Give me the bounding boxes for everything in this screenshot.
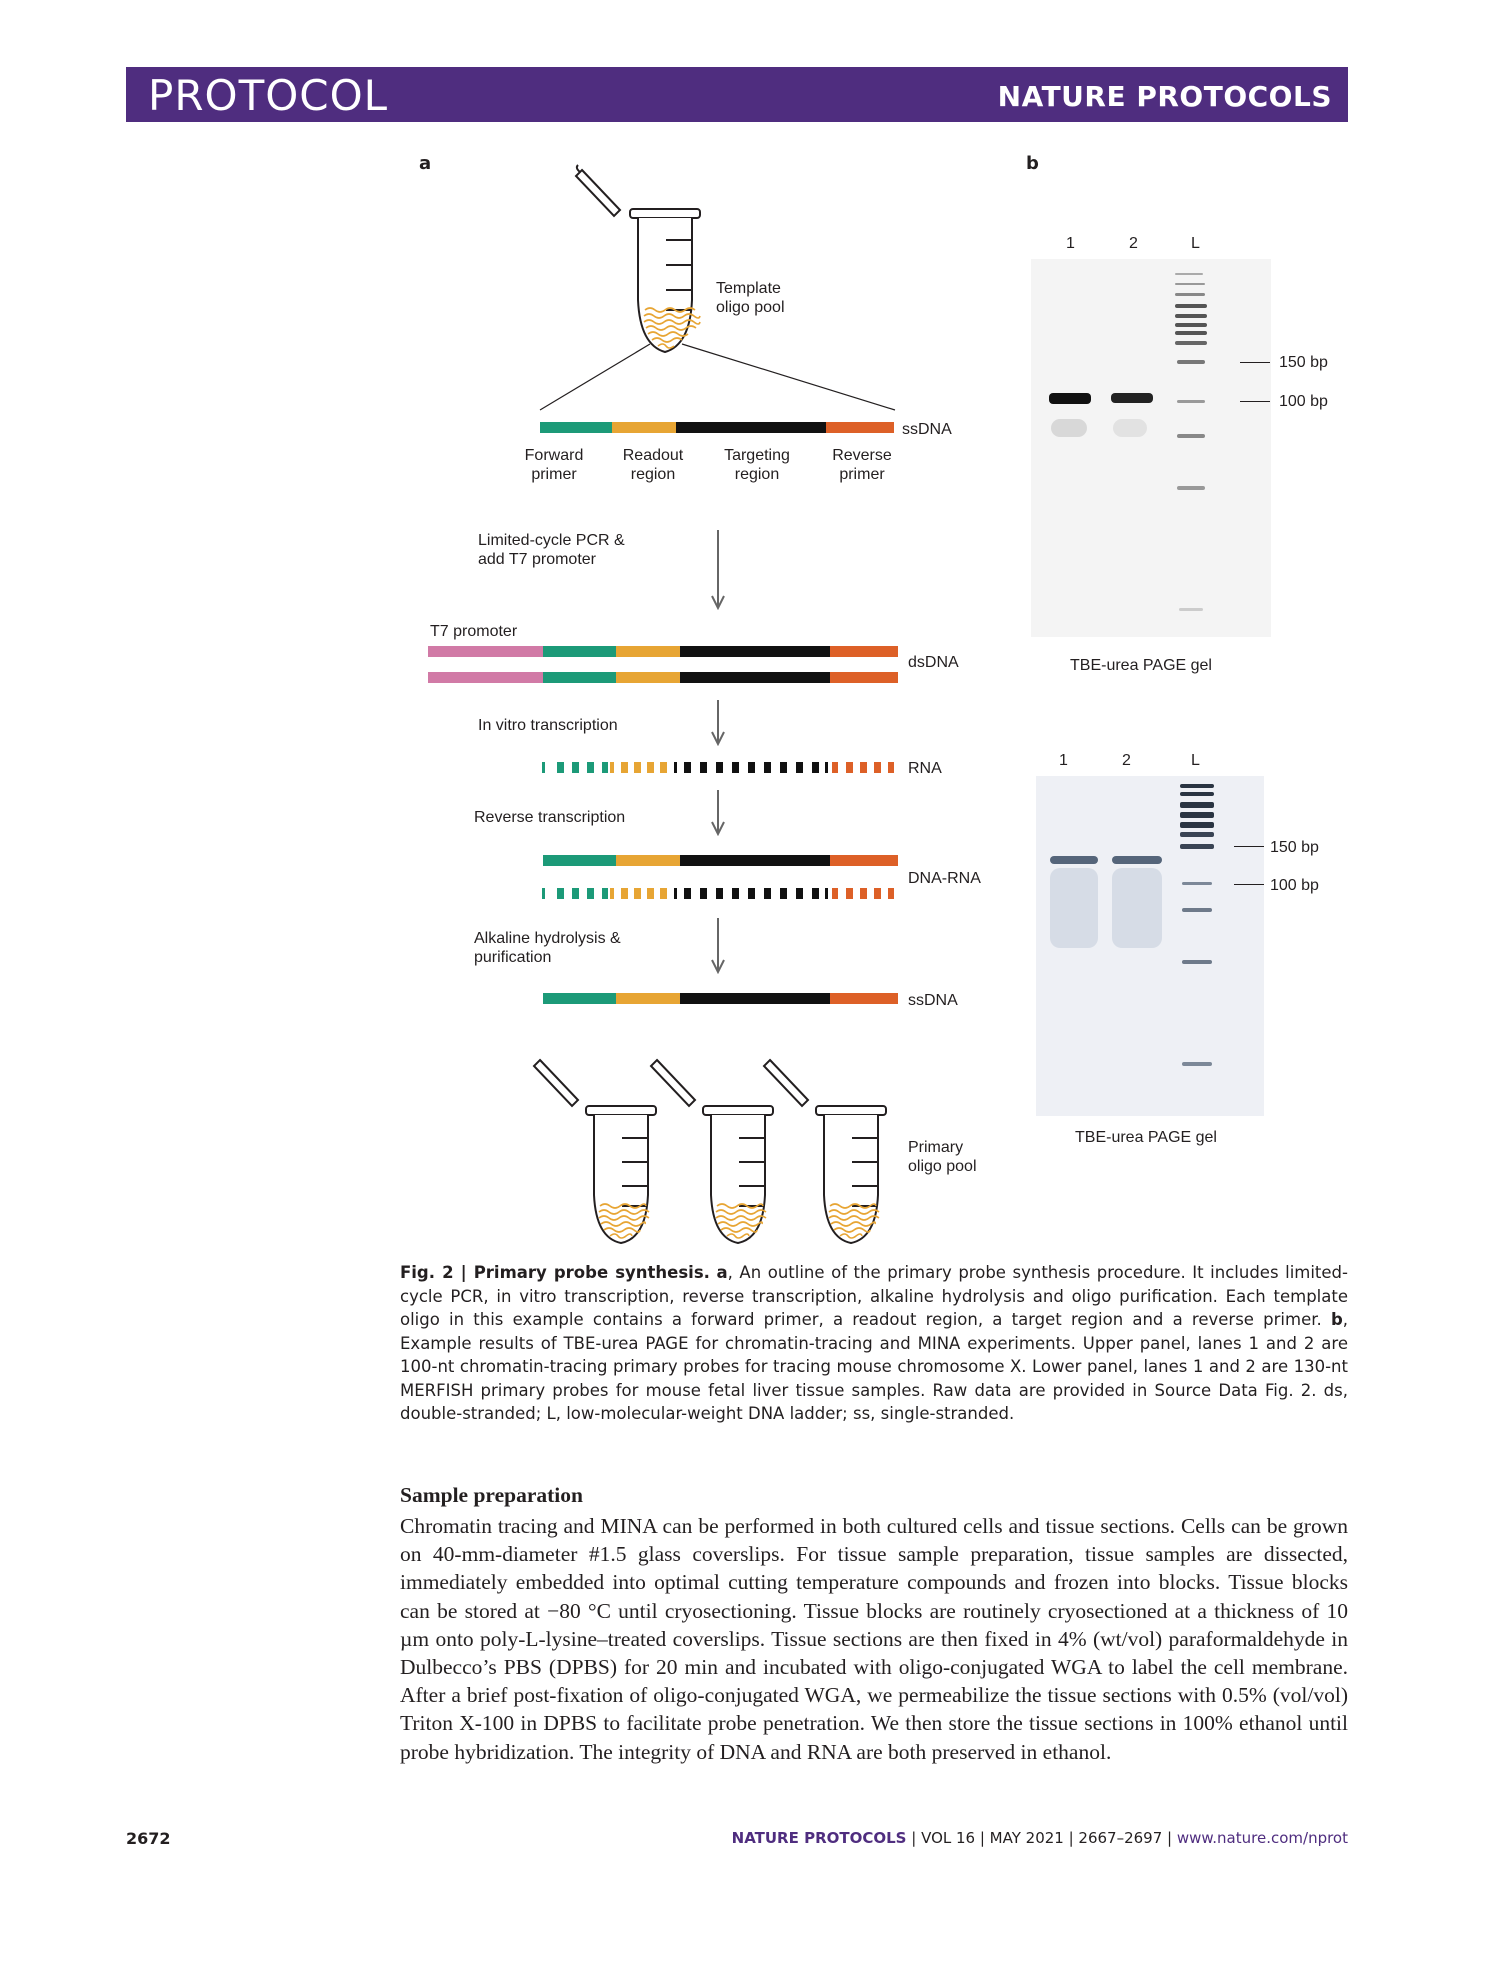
- ladder-band: [1182, 960, 1212, 964]
- ladder-band: [1182, 882, 1212, 885]
- ladder-band: [1180, 802, 1214, 808]
- arrow-down-icon: [710, 790, 726, 836]
- ladder-band: [1175, 273, 1203, 275]
- gel-smear: [1113, 419, 1147, 437]
- reverse-primer-segment: [830, 855, 898, 866]
- panel-b-letter: b: [1026, 153, 1039, 174]
- segment-label-forward: Forward primer: [524, 447, 584, 483]
- gel-title: TBE-urea PAGE gel: [1075, 1129, 1217, 1146]
- reverse-primer-segment: [830, 993, 898, 1004]
- ssdna-label: ssDNA: [902, 421, 952, 438]
- ssdna-label-final: ssDNA: [908, 992, 958, 1009]
- readout-region-segment: [616, 646, 680, 657]
- caption-panel-a: a: [716, 1263, 728, 1282]
- ladder-band: [1180, 812, 1214, 818]
- segment-label-reverse: Reverse primer: [832, 447, 892, 483]
- targeting-region-segment: [680, 646, 830, 657]
- footer-journal: NATURE PROTOCOLS: [731, 1829, 907, 1847]
- lane-label: L: [1191, 235, 1200, 252]
- readout-region-segment: [616, 855, 680, 866]
- panel-a-letter: a: [419, 153, 432, 174]
- footer-citation: [732, 1829, 1348, 1847]
- targeting-region-segment: [680, 855, 830, 866]
- forward-primer-segment: [543, 993, 616, 1004]
- marker-tick: [1234, 884, 1264, 885]
- ladder-band: [1180, 832, 1214, 837]
- readout-region-segment: [612, 422, 676, 433]
- caption-panel-b: b: [1330, 1310, 1343, 1329]
- ladder-band: [1177, 434, 1205, 438]
- primary-oligo-label: Primary oligo pool: [908, 1139, 977, 1175]
- caption-lead: Fig. 2 | Primary probe synthesis.: [400, 1263, 710, 1282]
- ladder-band: [1182, 908, 1212, 912]
- ladder-band: [1175, 341, 1207, 345]
- marker-150bp: 150 bp: [1279, 354, 1328, 371]
- lane-label: L: [1191, 752, 1200, 769]
- template-label: Template oligo pool: [716, 280, 785, 316]
- forward-primer-segment: [543, 855, 616, 866]
- targeting-region-segment: [676, 422, 826, 433]
- marker-tick: [1240, 362, 1270, 363]
- ladder-band: [1180, 792, 1214, 796]
- step-hydrolysis-label: Alkaline hydrolysis & purification: [474, 930, 621, 966]
- ladder-band: [1177, 400, 1205, 403]
- primary-tubes-illustration: [530, 1050, 910, 1250]
- forward-primer-segment: [540, 422, 612, 433]
- gel-band: [1111, 393, 1153, 403]
- ladder-band: [1175, 283, 1205, 285]
- segment-label-targeting: Targeting region: [724, 447, 790, 483]
- reverse-primer-segment: [826, 422, 894, 433]
- readout-region-segment: [616, 672, 680, 683]
- ladder-band: [1177, 486, 1205, 490]
- gel-smear: [1051, 419, 1087, 437]
- page-number: 2672: [126, 1829, 171, 1848]
- targeting-region-segment: [680, 993, 830, 1004]
- ladder-band: [1175, 314, 1207, 318]
- ladder-band: [1177, 360, 1205, 364]
- ladder-band: [1175, 293, 1205, 296]
- t7-segment: [428, 672, 543, 683]
- ladder-band: [1180, 844, 1214, 849]
- dsdna-label: dsDNA: [908, 654, 959, 671]
- footer-volume: | VOL 16 | MAY 2021 | 2667–2697 |: [906, 1829, 1177, 1847]
- lane-label: 1: [1059, 752, 1068, 769]
- gel-band: [1049, 393, 1091, 404]
- forward-primer-segment: [543, 646, 616, 657]
- lane-label: 2: [1129, 235, 1138, 252]
- step-ivt-label: In vitro transcription: [478, 717, 618, 734]
- step-pcr-label: Limited-cycle PCR & add T7 promoter: [478, 532, 625, 568]
- tube-body-icon: [638, 218, 692, 352]
- marker-100bp: 100 bp: [1279, 393, 1328, 410]
- lane-label: 1: [1066, 235, 1075, 252]
- ladder-band: [1175, 323, 1207, 327]
- caption-text-b: , Example results of TBE-urea PAGE for chromatin-tracing and MINA experiments. Upper panel, lanes 1 and 2 are 100-nt chromatin-tracing primary probes for tracing mouse chromosome X. Lower panel, lanes 1 and 2 are 130-nt MERFISH primary probes for mouse fetal liver tissue samples. Raw data are provided in Source Data Fig. 2. ds, double-stranded; L, low-molecular-weight DNA ladder; ss, single-stranded.: [400, 1310, 1348, 1423]
- ladder-band: [1175, 304, 1207, 308]
- segment-label-readout: Readout region: [622, 447, 684, 483]
- reverse-primer-segment: [830, 646, 898, 657]
- gel-band: [1112, 856, 1162, 864]
- marker-100bp: 100 bp: [1270, 877, 1319, 894]
- targeting-region-segment: [680, 672, 830, 683]
- ladder-band: [1180, 822, 1214, 828]
- gel-smear: [1112, 868, 1162, 948]
- reverse-primer-segment: [830, 672, 898, 683]
- lane-label: 2: [1122, 752, 1131, 769]
- rna-strand: [540, 888, 900, 900]
- forward-primer-segment: [543, 672, 616, 683]
- caption-text-a: , An outline of the primary probe synthesis procedure. It includes limited-cycle PCR, in vitro transcription, reverse transcription, alkaline hydrolysis and oligo purification. Each template oligo in this example contains a forward primer, a readout region, a target region and a reverse primer.: [400, 1263, 1348, 1329]
- arrow-down-icon: [710, 530, 726, 610]
- arrow-down-icon: [710, 700, 726, 746]
- ladder-band: [1179, 608, 1203, 611]
- ladder-band: [1175, 331, 1207, 335]
- section-body: Chromatin tracing and MINA can be performed in both cultured cells and tissue sections. Cells can be grown on 40-mm-diameter #1.5 glass coverslips. For tissue sample preparation, tissue samples are dissected, immediately embedded into optimal cutting temperature compounds and frozen into blocks. Tissue blocks can be stored at −80 °C until cryosectioning. Tissue blocks are routinely cryosectioned at a thickness of 10 µm onto poly-L-lysine–treated coverslips. Tissue sections are then fixed in 4% (wt/vol) paraformaldehyde in Dulbecco’s PBS (DPBS) for 20 min and incubated with oligo-conjugated WGA to label the cell membrane. After a brief post-fixation of oligo-conjugated WGA, we permeabilize the tissue sections with 0.5% (vol/vol) Triton X-100 in DPBS to facilitate probe penetration. We then store the tissue sections in 100% ethanol until probe hybridization. The integrity of DNA and RNA are both preserved in ethanol.: [400, 1514, 1348, 1764]
- rna-strand: [540, 762, 900, 774]
- dna-rna-label: DNA-RNA: [908, 870, 981, 887]
- marker-tick: [1234, 846, 1264, 847]
- t7-segment: [428, 646, 543, 657]
- journal-name: NATURE PROTOCOLS: [997, 80, 1332, 113]
- gel-band: [1050, 856, 1098, 864]
- lower-gel-image: [1036, 776, 1264, 1116]
- gel-title: TBE-urea PAGE gel: [1070, 657, 1212, 674]
- marker-150bp: 150 bp: [1270, 839, 1319, 856]
- ladder-band: [1180, 784, 1214, 788]
- marker-tick: [1240, 401, 1270, 402]
- template-tube-illustration: [420, 160, 980, 430]
- section-type: PROTOCOL: [148, 71, 389, 120]
- readout-region-segment: [616, 993, 680, 1004]
- tube-cap-icon: [576, 170, 620, 216]
- arrow-down-icon: [710, 918, 726, 974]
- section-heading: Sample preparation: [400, 1483, 583, 1507]
- figure-caption: [400, 1261, 1348, 1426]
- footer-url[interactable]: www.nature.com/nprot: [1176, 1829, 1348, 1847]
- step-rt-label: Reverse transcription: [474, 809, 626, 826]
- upper-gel-image: [1031, 259, 1271, 637]
- header-banner: [126, 67, 1348, 122]
- rna-label: RNA: [908, 760, 942, 777]
- ladder-band: [1182, 1062, 1212, 1066]
- gel-smear: [1050, 868, 1098, 948]
- t7-promoter-label: T7 promoter: [430, 623, 518, 640]
